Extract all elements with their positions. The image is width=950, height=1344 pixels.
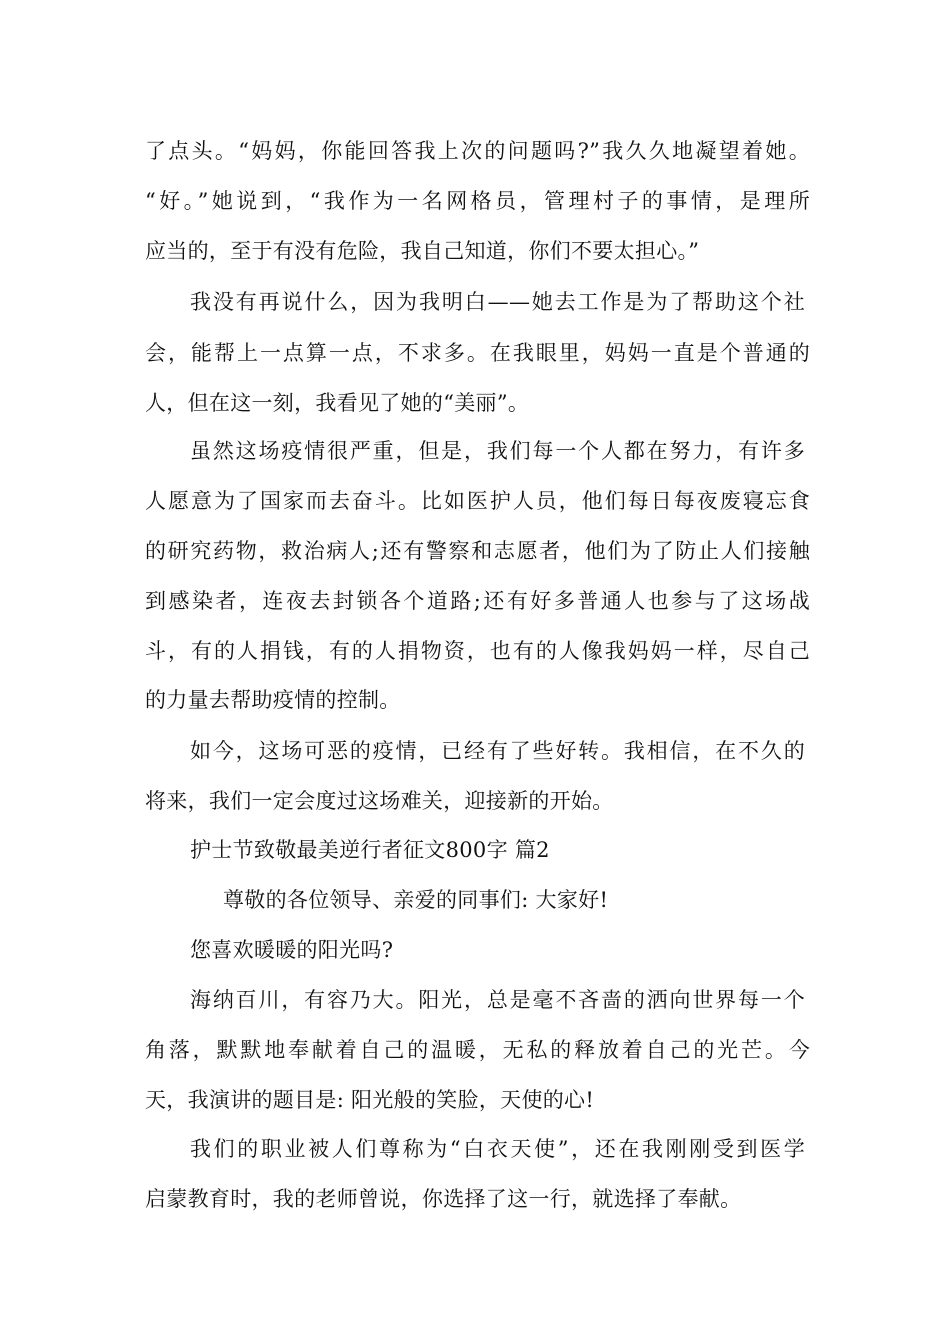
text-line-19: 角落，默默地奉献着自己的温暖，无私的释放着自己的光芒。今 bbox=[145, 1038, 810, 1062]
section-heading: 护士节致敬最美逆行者征文800字 篇2 bbox=[190, 838, 550, 862]
text-line-14: 将来，我们一定会度过这场难关，迎接新的开始。 bbox=[145, 789, 614, 813]
text-line-8: 人愿意为了国家而去奋斗。比如医护人员，他们每日每夜废寝忘食 bbox=[145, 489, 810, 513]
text-line-17: 您喜欢暖暖的阳光吗? bbox=[190, 938, 394, 962]
text-line-3: 应当的，至于有没有危险，我自己知道，你们不要太担心。” bbox=[145, 239, 700, 263]
text-line-13: 如今，这场可恶的疫情，已经有了些好转。我相信，在不久的 bbox=[190, 739, 805, 763]
text-line-9: 的研究药物，救治病人;还有警察和志愿者，他们为了防止人们接触 bbox=[145, 539, 810, 563]
text-line-4: 我没有再说什么，因为我明白——她去工作是为了帮助这个社 bbox=[190, 290, 805, 314]
greeting-line: 尊敬的各位领导、亲爱的同事们: 大家好! bbox=[223, 888, 609, 912]
text-line-2: “好。”她说到，“我作为一名网格员，管理村子的事情，是理所 bbox=[145, 189, 810, 213]
text-line-10: 到感染者，连夜去封锁各个道路;还有好多普通人也参与了这场战 bbox=[145, 589, 810, 613]
text-line-18: 海纳百川，有容乃大。阳光，总是毫不吝啬的洒向世界每一个 bbox=[190, 988, 805, 1012]
text-line-1: 了点头。“妈妈，你能回答我上次的问题吗?”我久久地凝望着她。 bbox=[145, 139, 810, 163]
text-line-5: 会，能帮上一点算一点，不求多。在我眼里，妈妈一直是个普通的 bbox=[145, 341, 810, 365]
text-line-7: 虽然这场疫情很严重，但是，我们每一个人都在努力，有许多 bbox=[190, 439, 805, 463]
text-line-6: 人，但在这一刻，我看见了她的“美丽”。 bbox=[145, 391, 530, 415]
text-line-22: 启蒙教育时，我的老师曾说，你选择了这一行，就选择了奉献。 bbox=[145, 1187, 742, 1211]
text-line-12: 的力量去帮助疫情的控制。 bbox=[145, 688, 401, 712]
text-line-21: 我们的职业被人们尊称为“白衣天使”，还在我刚刚受到医学 bbox=[190, 1137, 805, 1161]
text-line-20: 天，我演讲的题目是: 阳光般的笑脸，天使的心! bbox=[145, 1088, 595, 1112]
text-line-11: 斗，有的人捐钱，有的人捐物资，也有的人像我妈妈一样，尽自己 bbox=[145, 639, 810, 663]
